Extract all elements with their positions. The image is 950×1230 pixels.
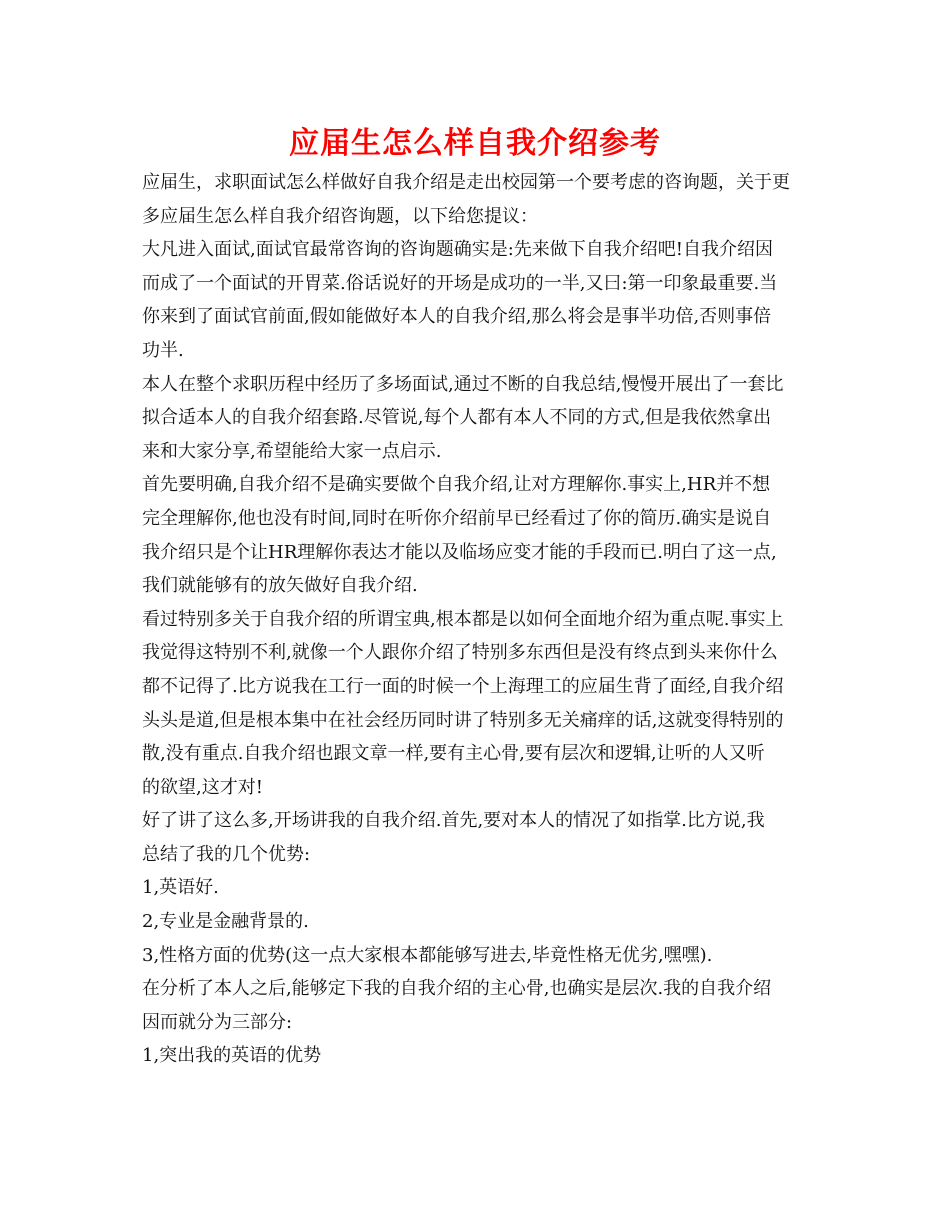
- text-line: 都不记得了.比方说我在工行一面的时候一个上海理工的应届生背了面经,自我介绍: [142, 675, 784, 697]
- text-line: 头头是道,但是根本集中在社会经历同时讲了特别多无关痛痒的话,这就变得特别的: [142, 709, 784, 731]
- text-line: 多应届生怎么样自我介绍咨询题，以下给您提议：: [142, 205, 538, 227]
- text-line: 看过特别多关于自我介绍的所谓宝典,根本都是以如何全面地介绍为重点呢.事实上: [142, 608, 784, 630]
- text-line: 1,英语好.: [142, 877, 219, 899]
- text-line: 拟合适本人的自我介绍套路.尽管说,每个人都有本人不同的方式,但是我依然拿出: [142, 407, 772, 429]
- text-line: 来和大家分享,希望能给大家一点启示.: [142, 440, 442, 462]
- text-line: 因而就分为三部分:: [142, 1011, 293, 1033]
- text-line: 好了讲了这么多,开场讲我的自我介绍.首先,要对本人的情况了如指掌.比方说,我: [142, 810, 765, 832]
- document-title: 应届生怎么样自我介绍参考: [289, 126, 661, 161]
- text-line: 3,性格方面的优势(这一点大家根本都能够写进去,毕竟性格无优劣,嘿嘿).: [142, 944, 713, 966]
- text-line: 的欲望,这才对!: [142, 776, 263, 798]
- text-line: 我介绍只是个让HR理解你表达才能以及临场应变才能的手段而已.明白了这一点,: [142, 541, 777, 563]
- text-line: 1,突出我的英语的优势: [142, 1045, 322, 1067]
- document-body: [142, 166, 822, 1073]
- text-line: 在分析了本人之后,能够定下我的自我介绍的主心骨,也确实是层次.我的自我介绍: [142, 978, 772, 1000]
- text-line: 应届生，求职面试怎么样做好自我介绍是走出校园第一个要考虑的咨询题，关于更: [142, 172, 790, 193]
- text-line: 首先要明确,自我介绍不是确实要做个自我介绍,让对方理解你.事实上,HR并不想: [142, 474, 771, 496]
- text-line: 2,专业是金融背景的.: [142, 911, 309, 933]
- text-line: 完全理解你,他也没有时间,同时在听你介绍前早已经看过了你的简历.确实是说自: [142, 507, 772, 529]
- text-line: 功半.: [142, 339, 184, 361]
- text-line: 我们就能够有的放矢做好自我介绍.: [142, 575, 418, 597]
- text-line: 我觉得这特别不利,就像一个人跟你介绍了特别多东西但是没有终点到头来你什么: [142, 642, 778, 664]
- text-line: 大凡进入面试,面试官最常咨询的咨询题确实是:先来做下自我介绍吧!自我介绍因: [142, 239, 774, 261]
- text-line: 总结了我的几个优势:: [142, 843, 311, 865]
- text-line: 散,没有重点.自我介绍也跟文章一样,要有主心骨,要有层次和逻辑,让听的人又听: [142, 743, 765, 765]
- text-line: 而成了一个面试的开胃菜.俗话说好的开场是成功的一半,又曰:第一印象最重要.当: [142, 272, 778, 294]
- text-line: 本人在整个求职历程中经历了多场面试,通过不断的自我总结,慢慢开展出了一套比: [142, 373, 784, 395]
- text-line: 你来到了面试官前面,假如能做好本人的自我介绍,那么将会是事半功倍,否则事倍: [142, 306, 772, 328]
